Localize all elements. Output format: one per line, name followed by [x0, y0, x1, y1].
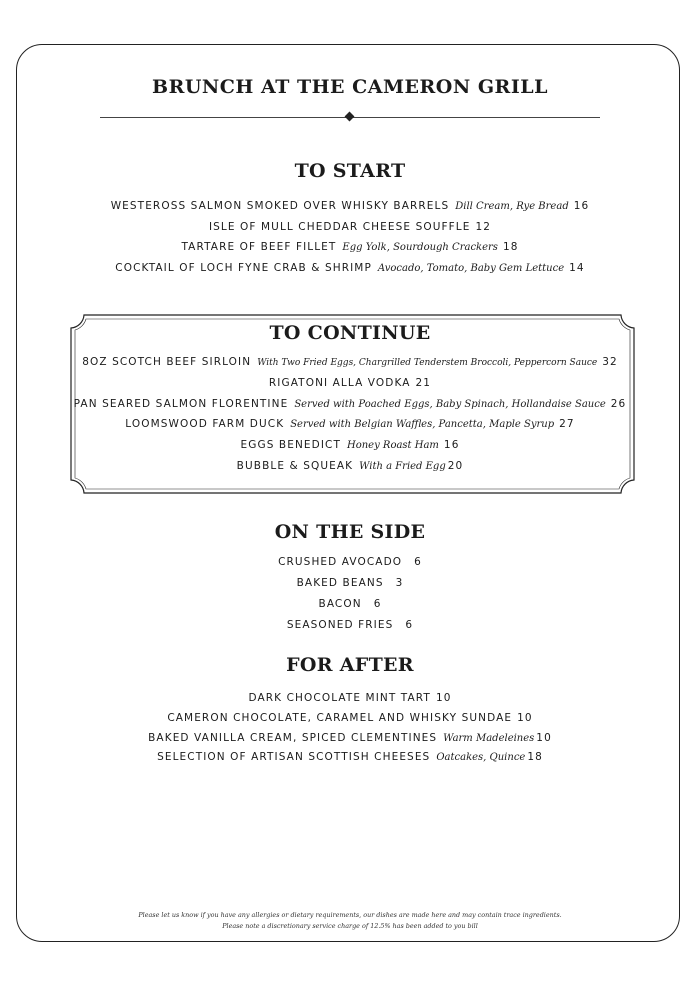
item-name: LOOMSWOOD FARM DUCK: [125, 418, 285, 431]
menu-item: [0, 435, 700, 456]
menu-item: [0, 394, 700, 415]
item-description: With Two Fried Eggs, Chargrilled Tenderstem Broccoli, Peppercorn Sauce: [257, 358, 598, 368]
item-name: BAKED VANILLA CREAM, SPICED CLEMENTINES: [148, 731, 438, 744]
menu-item: [0, 729, 700, 749]
item-name: DARK CHOCOLATE MINT TART: [248, 692, 431, 704]
item-price: 6: [414, 556, 422, 568]
menu-item: [0, 414, 700, 435]
menu-item: [0, 456, 700, 477]
footer-service-charge-note: Please note a discretionary service charge of 12.5% has been added to you bill: [222, 922, 478, 930]
menu-title: BRUNCH AT THE CAMERON GRILL: [152, 76, 548, 98]
menu-item: [0, 237, 700, 258]
item-name: BACON: [318, 598, 362, 610]
item-name: SELECTION OF ARTISAN SCOTTISH CHEESES: [157, 751, 431, 764]
item-price: 27: [559, 418, 575, 431]
item-description: Served with Poached Eggs, Baby Spinach, Hollandaise Sauce: [294, 398, 606, 410]
menu-item: [0, 258, 700, 279]
item-price: 26: [610, 397, 627, 410]
item-name: BAKED BEANS: [296, 577, 384, 589]
menu-item: [0, 748, 700, 768]
menu-item: [0, 196, 700, 217]
menu-item: [0, 573, 700, 594]
section-heading-on-the-side: ON THE SIDE: [274, 521, 426, 543]
item-price: 10: [517, 711, 533, 724]
item-name: CAMERON CHOCOLATE, CARAMEL AND WHISKY SUNDAE: [167, 711, 513, 724]
menu-item: [0, 373, 700, 394]
menu-item: [0, 689, 700, 709]
section-heading-for-after: FOR AFTER: [286, 654, 414, 676]
menu-item: [0, 709, 700, 729]
item-name: CRUSHED AVOCADO: [278, 556, 403, 568]
item-name: 8OZ SCOTCH BEEF SIRLOIN: [82, 356, 252, 368]
section-for-after-items: [0, 689, 700, 768]
item-price: 10: [435, 692, 452, 704]
menu-item: [0, 217, 700, 238]
section-heading-to-continue: TO CONTINUE: [269, 322, 431, 344]
item-price: 6: [373, 598, 382, 610]
item-price: 16: [443, 439, 460, 452]
item-name: ISLE OF MULL CHEDDAR CHEESE SOUFFLE: [208, 220, 471, 233]
item-price: 20: [447, 459, 464, 472]
item-price: 21: [415, 376, 432, 389]
item-price: 6: [405, 619, 414, 631]
item-price: 10: [536, 731, 552, 744]
item-name: SEASONED FRIES: [286, 619, 394, 631]
item-price: 12: [475, 220, 492, 233]
item-name: RIGATONI ALLA VODKA: [268, 376, 411, 389]
item-name: EGGS BENEDICT: [240, 439, 341, 452]
item-name: COCKTAIL OF LOCH FYNE CRAB & SHRIMP: [115, 261, 372, 274]
footer-allergy-note: Please let us know if you have any allergies or dietary requirements, our dishes are made here and may contain trace ingredients.: [138, 911, 562, 919]
item-price: 16: [573, 200, 590, 212]
item-description: With a Fried Egg: [359, 460, 446, 472]
section-heading-to-start: TO START: [294, 160, 406, 182]
item-price: 3: [395, 577, 404, 589]
section-on-the-side-items: [0, 552, 700, 636]
item-description: Warm Madeleines: [443, 732, 535, 744]
item-name: PAN SEARED SALMON FLORENTINE: [73, 397, 289, 410]
item-description: Oatcakes, Quince: [436, 752, 526, 764]
item-description: Honey Roast Ham: [346, 440, 439, 452]
item-name: TARTARE OF BEEF FILLET: [181, 241, 337, 254]
section-to-start-items: [0, 196, 700, 278]
menu-item: [0, 594, 700, 615]
item-description: Served with Belgian Waffles, Pancetta, Maple Syrup: [290, 419, 555, 431]
item-price: 18: [527, 751, 543, 764]
item-description: Dill Cream, Rye Bread: [455, 201, 569, 212]
item-price: 18: [502, 241, 519, 254]
item-name: WESTEROSS SALMON SMOKED OVER WHISKY BARRELS: [110, 200, 450, 212]
item-description: Avocado, Tomato, Baby Gem Lettuce: [377, 262, 565, 274]
item-name: BUBBLE & SQUEAK: [236, 459, 354, 472]
menu-item: [0, 615, 700, 636]
item-description: Egg Yolk, Sourdough Crackers: [342, 242, 498, 254]
item-price: 14: [569, 261, 585, 274]
item-price: 32: [602, 356, 618, 368]
menu-item: [0, 552, 700, 573]
section-to-continue-items: [0, 352, 700, 477]
menu-item: [0, 352, 700, 373]
